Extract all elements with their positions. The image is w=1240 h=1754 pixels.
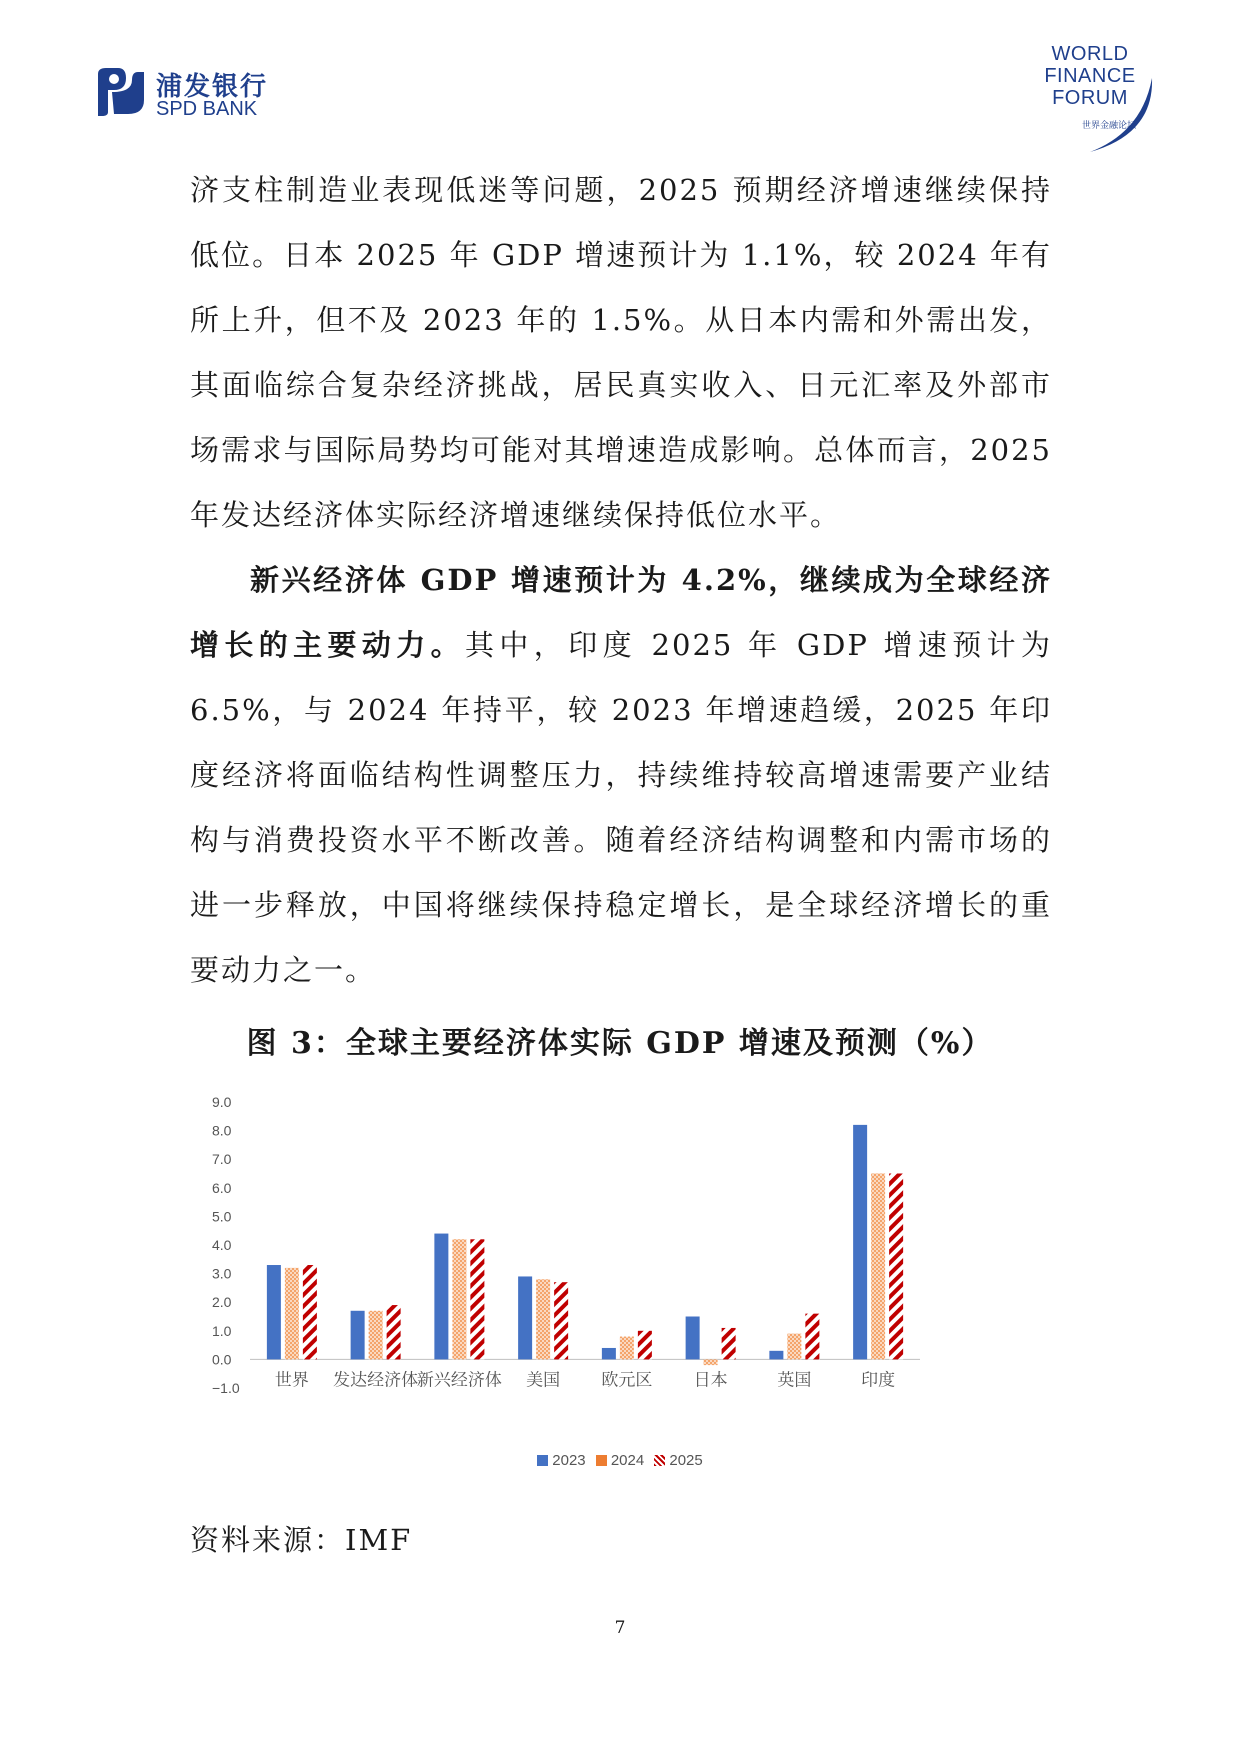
y-tick-label: 6.0 — [212, 1179, 232, 1196]
y-tick-label: −1.0 — [212, 1380, 240, 1396]
y-tick-label: 1.0 — [212, 1322, 232, 1339]
x-tick-label: 发达经济体 — [333, 1370, 419, 1391]
figure-title: 图 3：全球主要经济体实际 GDP 增速及预测（%） — [246, 1026, 994, 1061]
y-tick-label: 9.0 — [212, 1094, 232, 1110]
source-note: 资料来源：IMF — [190, 1523, 413, 1557]
legend-label-2025: 2025 — [669, 1452, 703, 1469]
page-number: 7 — [614, 1618, 626, 1638]
paragraph-1: 济支柱制造业表现低迷等问题，2025 预期经济增速继续保持低位。日本 2025 年 GDP 增速预计为 1.1%，较 2024 年有所上升，但不及 2023 年的 1.5%。从日本内需和外需出发，其面临综合复杂经济挑战，居民真实收入、日元汇率及外部市场需求与国际局势均可能对其增速造成影响。总体而言，2025 年发达经济体实际经济增速继续保持低位水平。 — [190, 173, 1052, 532]
bar-2025 — [638, 1331, 652, 1360]
legend-swatch-2024 — [596, 1455, 607, 1466]
x-tick-label: 世界 — [274, 1370, 309, 1391]
spd-logo-icon — [92, 66, 148, 118]
bar-2025 — [470, 1239, 484, 1359]
wff-line-2: FINANCE — [1044, 65, 1136, 87]
bar-2024 — [285, 1268, 299, 1360]
paragraph-2-body: 其中，印度 2025 年 GDP 增速预计为 6.5%，与 2024 年持平，较 2023 年增速趋缓，2025 年印度经济将面临结构性调整压力，持续维持较高增速需要产业结构与消费投资水平不断改善。随着经济结构调整和内需市场的进一步释放，中国将继续保持稳定增长，是全球经济增长的重要动力之一。 — [190, 628, 1052, 987]
x-tick-label: 美国 — [526, 1370, 561, 1391]
bar-2024 — [704, 1359, 718, 1365]
y-tick-label: 3.0 — [212, 1265, 232, 1282]
bar-2024 — [369, 1311, 383, 1360]
body-text — [190, 158, 1052, 1003]
bar-2023 — [434, 1234, 448, 1360]
spd-name-en: SPD BANK — [156, 98, 258, 120]
y-tick-label: 0.0 — [212, 1351, 232, 1368]
bar-2023 — [769, 1351, 783, 1360]
y-tick-label: 8.0 — [212, 1122, 232, 1139]
legend-swatch-2025 — [654, 1455, 665, 1466]
paragraph-2 — [190, 548, 1052, 1003]
bar-2023 — [686, 1317, 700, 1360]
bar-2023 — [853, 1125, 867, 1360]
x-tick-label: 欧元区 — [601, 1370, 653, 1391]
gdp-growth-chart — [200, 1090, 1060, 1480]
bar-2024 — [536, 1279, 550, 1359]
y-tick-label: 7.0 — [212, 1151, 232, 1168]
x-tick-label: 日本 — [693, 1370, 728, 1391]
bar-2023 — [267, 1265, 281, 1359]
y-tick-label: 4.0 — [212, 1237, 232, 1253]
bar-2024 — [871, 1174, 885, 1360]
legend-item-2023 — [537, 1452, 585, 1469]
bar-2023 — [518, 1276, 532, 1359]
y-tick-label: 2.0 — [212, 1294, 232, 1311]
bar-2025 — [554, 1282, 568, 1359]
bar-2024 — [452, 1239, 466, 1359]
page-header — [0, 0, 1240, 140]
x-tick-label: 英国 — [777, 1370, 812, 1391]
wff-sub-cn: 世界金融论坛 — [1082, 121, 1137, 131]
wff-line-3: FORUM — [1052, 87, 1128, 109]
y-tick-label: 5.0 — [212, 1208, 232, 1225]
bar-2025 — [303, 1265, 317, 1359]
bar-2023 — [602, 1348, 616, 1359]
x-tick-label: 印度 — [861, 1370, 896, 1391]
legend-label-2024: 2024 — [610, 1452, 645, 1469]
chart-svg — [200, 1090, 1060, 1480]
paragraph-2-lead: 新兴经济体 GDP 增速预计为 4.2%，继续成为全球经济增长的主要动力。 — [190, 563, 1052, 662]
legend-swatch-2023 — [537, 1455, 548, 1466]
legend-label-2023: 2023 — [552, 1452, 586, 1469]
legend-item-2024 — [596, 1452, 644, 1469]
spd-name-cn: 浦发银行 — [156, 72, 269, 102]
legend-item-2025 — [654, 1452, 702, 1469]
x-tick-label: 新兴经济体 — [416, 1370, 502, 1391]
bar-2025 — [889, 1174, 903, 1360]
bar-2024 — [620, 1337, 634, 1360]
world-finance-forum-logo — [1020, 44, 1170, 144]
spd-bank-logo — [92, 64, 269, 124]
chart-legend — [0, 1452, 1240, 1469]
bar-2023 — [351, 1311, 365, 1360]
bar-2025 — [722, 1328, 736, 1359]
bar-2025 — [805, 1314, 819, 1360]
wff-line-1: WORLD — [1051, 43, 1129, 65]
bar-2024 — [787, 1334, 801, 1360]
bar-2025 — [387, 1305, 401, 1359]
